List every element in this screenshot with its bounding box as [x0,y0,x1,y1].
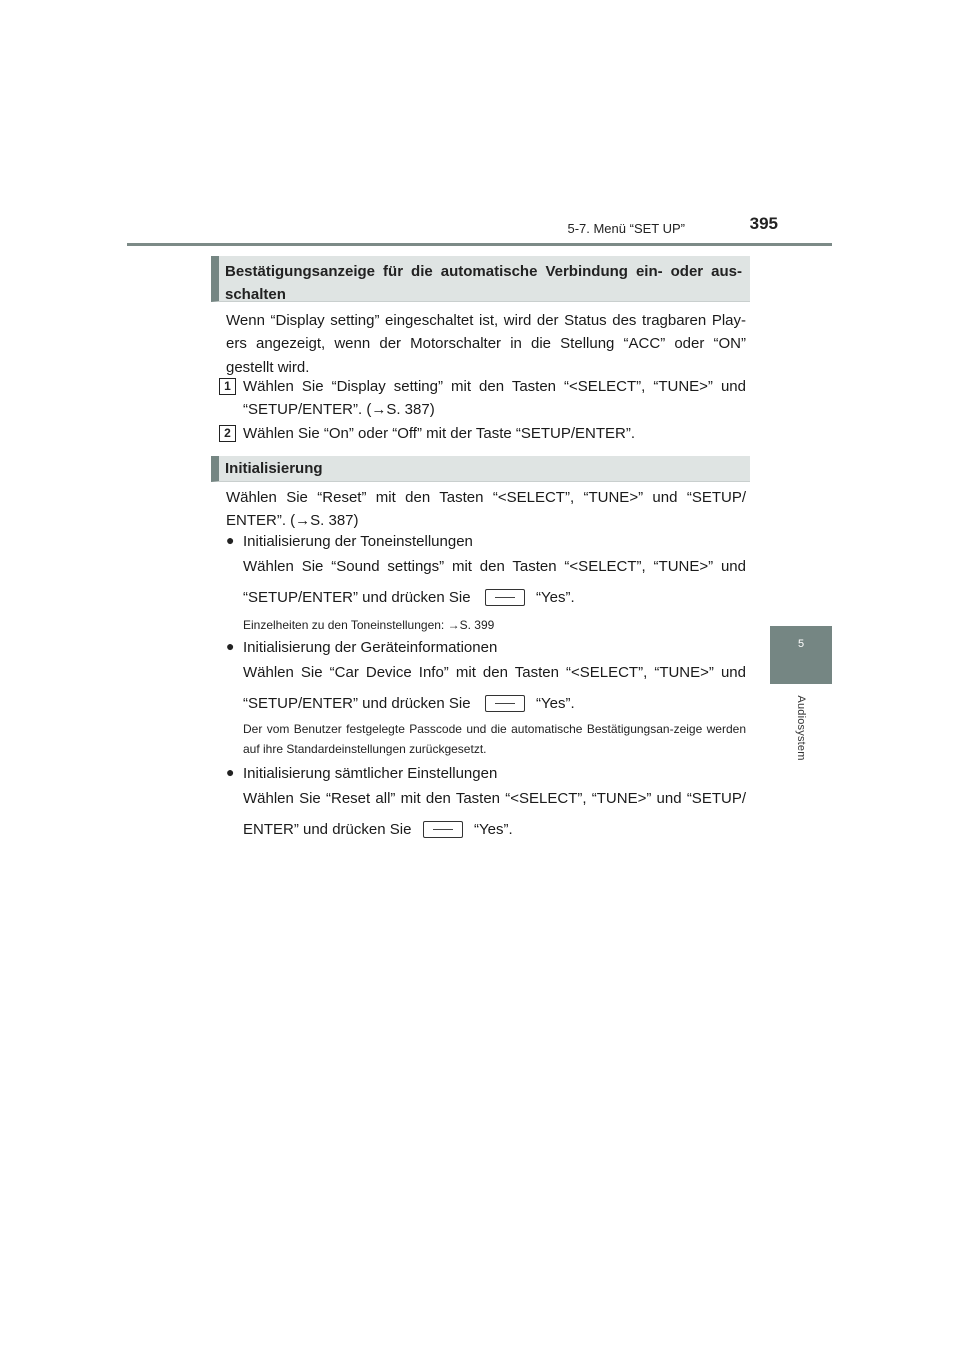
section-heading-init [211,456,750,482]
heading-text: Bestätigungsanzeige für die automatische Verbindung ein- oder aus-schalten [225,263,742,303]
page-number: 395 [749,214,778,233]
bullet-icon: ● [226,532,235,548]
item-line2-all: ENTER” und drücken Sie [243,821,412,838]
item-line-sound: Wählen Sie “Sound settings” mit den Tasten “<SELECT”, “TUNE>” und [243,558,746,575]
header-rule [127,243,832,246]
heading-text: Initialisierung [225,460,323,477]
step-text-2: Wählen Sie “On” oder “Off” mit der Taste “SETUP/ENTER”. [243,425,636,442]
item-yes-device: “Yes”. [536,695,575,712]
enter-key-icon [423,821,463,838]
section-heading-display [211,256,750,302]
init-intro: Wählen Sie “Reset” mit den Tasten “<SELECT”, “TUNE>” und “SETUP/ ENTER”. (→S. 387) [226,489,746,530]
item-line2-device: “SETUP/ENTER” und drücken Sie [243,695,471,712]
chapter-label: Audiosystem [795,695,807,761]
bullet-icon: ● [226,764,235,780]
item-line-all: Wählen Sie “Reset all” mit den Tasten “<SELECT”, “TUNE>” und “SETUP/ [243,790,746,807]
step-number-2: 2 [219,425,236,442]
enter-key-icon [485,589,525,606]
enter-key-icon [485,695,525,712]
item-note-sound: Einzelheiten zu den Toneinstellungen: →S. 399 [243,618,495,632]
item-line-device: Wählen Sie “Car Device Info” mit den Tasten “<SELECT”, “TUNE>” und [243,664,746,681]
step-number-1: 1 [219,378,236,395]
bullet-icon: ● [226,638,235,654]
item-yes-all: “Yes”. [474,821,513,838]
chapter-number: 5 [797,638,805,650]
item-yes-sound: “Yes”. [536,589,575,606]
step-text-1: Wählen Sie “Display setting” mit den Tasten “<SELECT”, “TUNE>” und “SETUP/ENTER”. (→S. 387) [243,378,746,419]
display-intro: Wenn “Display setting” eingeschaltet ist, wird der Status des tragbaren Play-ers angezeigt, wenn der Motorschalter in die Stellung “ACC” oder “ON” gestellt wird. [226,312,746,376]
item-title-device: Initialisierung der Geräteinformationen [243,639,498,656]
item-note-device: Der vom Benutzer festgelegte Passcode und die automatische Bestätigungsan-zeige werden auf ihre Standardeinstellungen zurückgesetzt. [243,722,746,756]
section-title: 5-7. Menü “SET UP” [567,221,685,236]
item-title-sound: Initialisierung der Toneinstellungen [243,533,473,550]
item-line2-sound: “SETUP/ENTER” und drücken Sie [243,589,471,606]
item-title-all: Initialisierung sämtlicher Einstellungen [243,765,498,782]
